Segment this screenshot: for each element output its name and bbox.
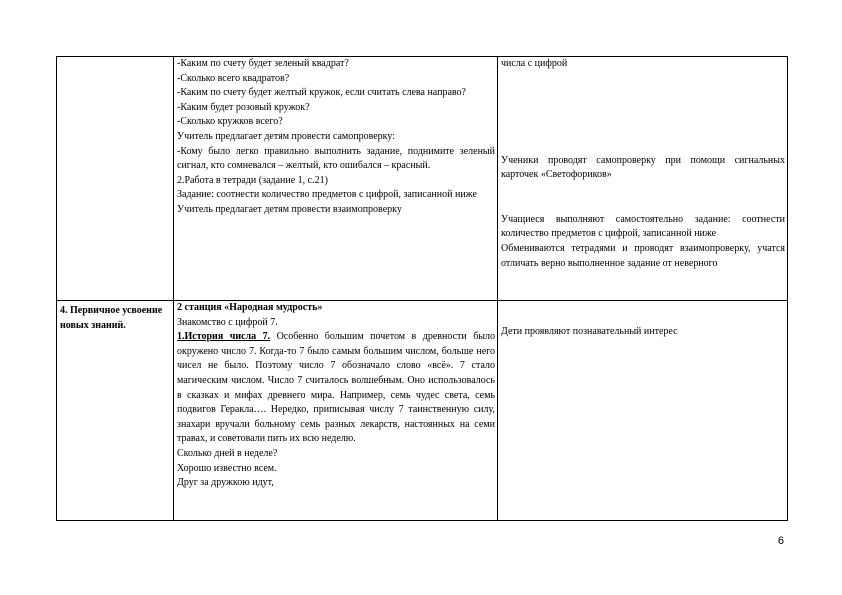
teacher-line: -Каким будет розовый кружок?: [177, 101, 310, 113]
teacher-line: -Кому было легко правильно выполнить задание, поднимите зеленый сигнал, кто сомневался – желтый, кто ошибался – красный.: [177, 145, 495, 172]
table-row: [57, 301, 788, 521]
page-number: 6: [777, 535, 784, 547]
table-row: [57, 57, 788, 301]
students-activity-cell: [498, 301, 788, 521]
intro-line: Знакомство с цифрой 7.: [177, 316, 278, 328]
poem-line: Хорошо известно всем.: [177, 462, 277, 474]
stage-title: 4. Первичное усвоение новых знаний.: [60, 305, 163, 331]
teacher-line: Учитель предлагает детям провести взаимопроверку: [177, 203, 402, 215]
teacher-activity-cell: [174, 301, 498, 521]
teacher-line: Учитель предлагает детям провести самопроверку:: [177, 130, 396, 142]
story-text: Особенно большим почетом в древности было окружено число 7. Когда-то 7 было самым большим числом, больше него чисел не было. Поэтому число 7 обозначало слово «всё». 7 стало магическим числом. Число 7 считалось волшебным. Оно использовалось в сказках и мифах древнего мира. Например, семь чудес света, семь подвигов Геракла…. Нередко, приписывая числу 7 таинственную силу, знахари вручали больному семь разных лекарств, настоянных на семи травах, и советовали пить их всю неделю.: [177, 331, 495, 445]
students-line: Обмениваются тетрадями и проводят взаимопроверку, учатся отличать верно выполненное задание от неверного: [501, 242, 785, 269]
stage-cell: [57, 57, 174, 301]
teacher-line: -Сколько кружков всего?: [177, 116, 283, 128]
story-paragraph: [177, 330, 495, 447]
students-line: Учащиеся выполняют самостоятельно задание: соотнести количество предметов с цифрой, записанной ниже: [501, 213, 785, 240]
students-activity-cell: [498, 57, 788, 301]
teacher-line: -Каким по счету будет желтый кружок, если считать слева направо?: [177, 87, 466, 99]
station-title: 2 станция «Народная мудрость»: [177, 302, 323, 313]
students-line: Ученики проводят самопроверку при помощи сигнальных карточек «Светофориков»: [501, 154, 785, 181]
teacher-activity-cell: [174, 57, 498, 301]
teacher-line: Задание: соотнести количество предметов с цифрой, записанной ниже: [177, 189, 477, 201]
students-line: числа с цифрой: [501, 58, 568, 69]
poem-line: Друг за дружкою идут,: [177, 477, 274, 489]
teacher-line: -Сколько всего квадратов?: [177, 72, 290, 84]
question-line: Сколько дней в неделе?: [177, 447, 278, 459]
teacher-line: 2.Работа в тетради (задание 1, с.21): [177, 174, 328, 186]
stage-cell: [57, 301, 174, 521]
teacher-line: -Каким по счету будет зеленый квадрат?: [177, 58, 349, 69]
students-line: Дети проявляют познавательный интерес: [501, 326, 678, 337]
story-title: 1.История числа 7.: [177, 331, 271, 343]
lesson-plan-table: [56, 56, 788, 521]
